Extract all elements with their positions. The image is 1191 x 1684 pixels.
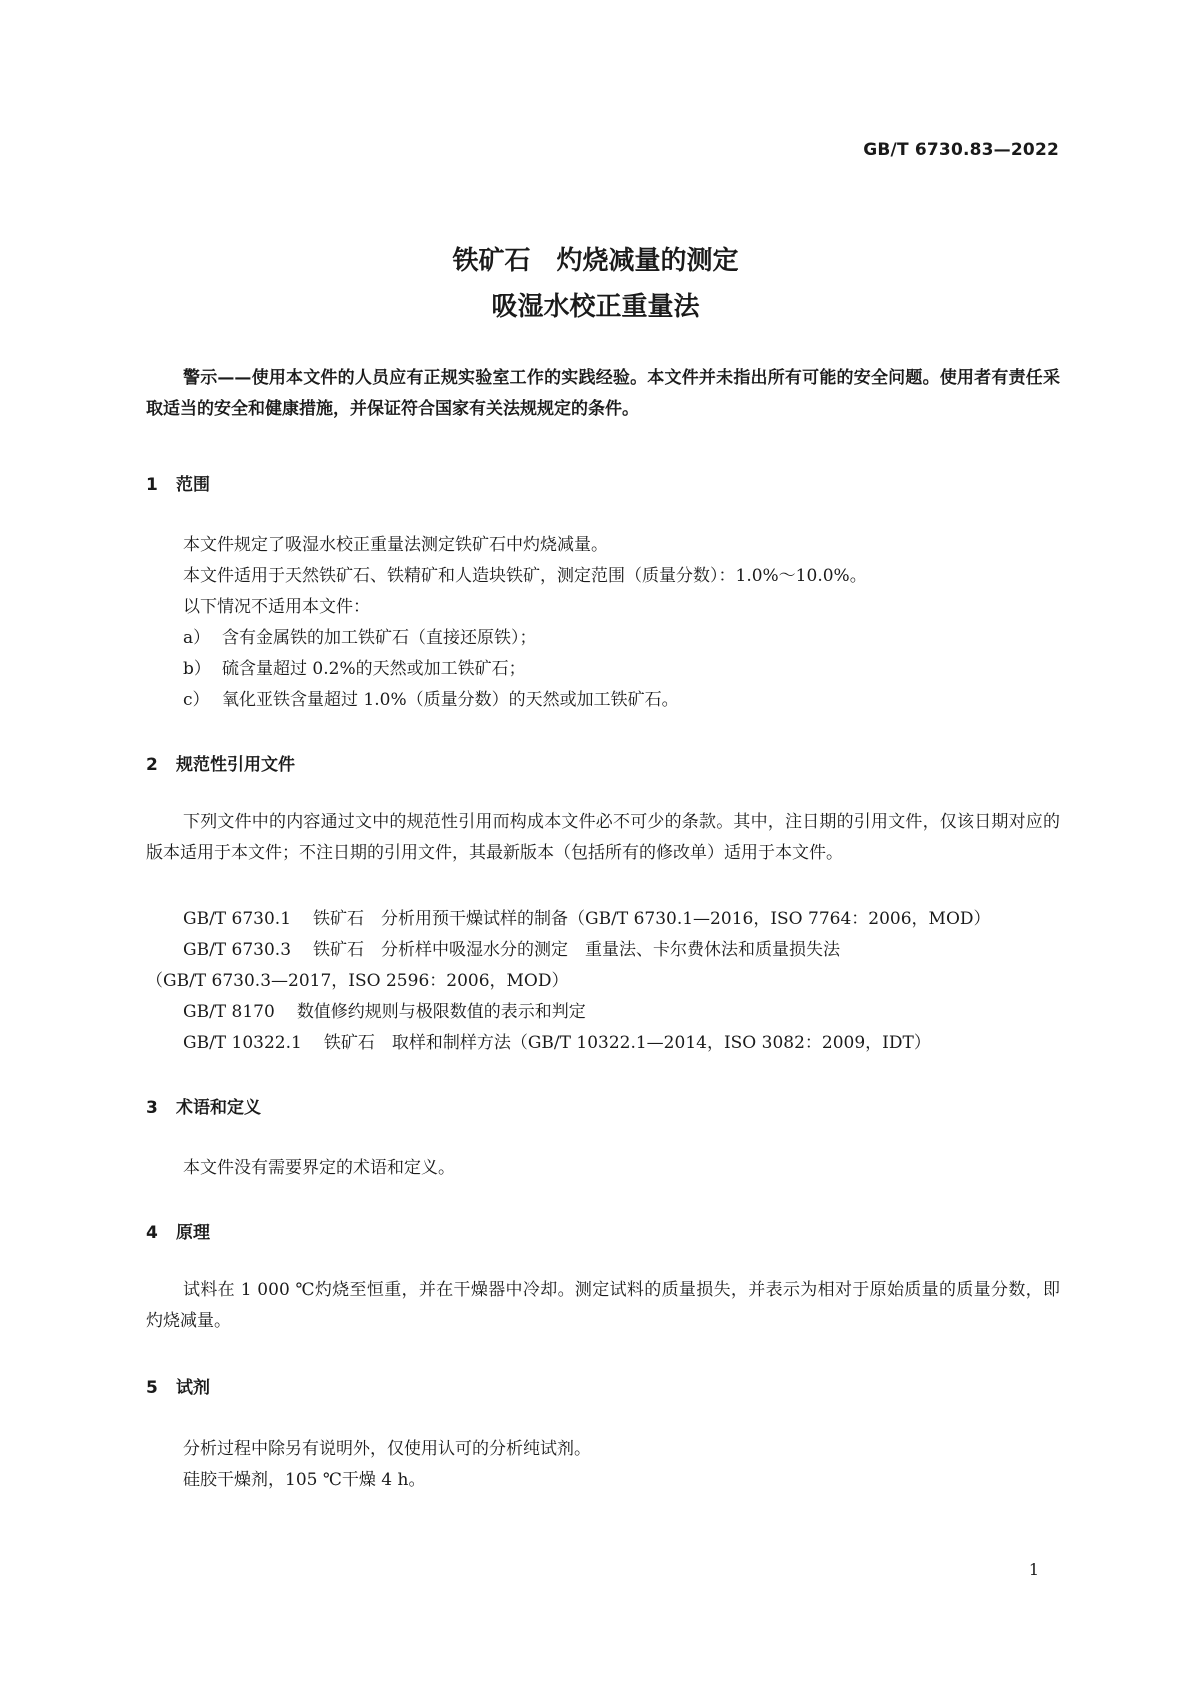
list-marker: c） [183, 690, 210, 710]
section-number: 2 [146, 755, 158, 775]
list-text: 含有金属铁的加工铁矿石（直接还原铁）； [222, 628, 537, 648]
section-number: 4 [146, 1223, 158, 1243]
list-marker: b） [183, 659, 211, 679]
section-number: 1 [146, 475, 158, 495]
section-title: 术语和定义 [176, 1098, 261, 1118]
section3-paragraph1: 本文件没有需要界定的术语和定义。 [183, 1158, 455, 1178]
section5-paragraph2: 硅胶干燥剂，105 ℃干燥 4 h。 [183, 1470, 426, 1490]
section3-heading [146, 1093, 261, 1118]
section1-paragraph1: 本文件规定了吸湿水校正重量法测定铁矿石中灼烧减量。 [183, 535, 608, 555]
document-title-line2: 吸湿水校正重量法 [491, 292, 700, 322]
page-number: 1 [1028, 1560, 1039, 1579]
section1-paragraph3: 以下情况不适用本文件： [183, 597, 370, 617]
reference-item [183, 935, 840, 960]
section-title: 试剂 [176, 1378, 210, 1398]
reference-item [183, 997, 586, 1022]
reference-code: GB/T 6730.3 [183, 940, 292, 960]
section4-heading [146, 1218, 210, 1243]
reference-code: GB/T 8170 [183, 1002, 275, 1022]
section1-heading [146, 470, 210, 495]
reference-continuation: （GB/T 6730.3—2017，ISO 2596：2006，MOD） [146, 971, 569, 991]
section2-intro: 下列文件中的内容通过文中的规范性引用而构成本文件必不可少的条款。其中，注日期的引用文件，仅该日期对应的版本适用于本文件；不注日期的引用文件，其最新版本（包括所有的修改单）适用于本文件。 [146, 812, 1060, 863]
reference-item [183, 904, 991, 929]
reference-name: 铁矿石 分析用预干燥试样的制备（GB/T 6730.1—2016，ISO 7764：2006，MOD） [313, 909, 991, 929]
section5-heading [146, 1373, 210, 1398]
reference-name: 数值修约规则与极限数值的表示和判定 [296, 1002, 586, 1022]
list-item [183, 654, 526, 679]
list-text: 氧化亚铁含量超过 1.0%（质量分数）的天然或加工铁矿石。 [222, 690, 679, 710]
reference-code: GB/T 10322.1 [183, 1033, 302, 1053]
list-item [183, 685, 679, 710]
document-title-line1: 铁矿石 灼烧减量的测定 [452, 246, 739, 276]
list-text: 硫含量超过 0.2%的天然或加工铁矿石； [222, 659, 526, 679]
section2-heading [146, 750, 295, 775]
section-number: 3 [146, 1098, 158, 1118]
reference-name: 铁矿石 分析样中吸湿水分的测定 重量法、卡尔费休法和质量损失法 [313, 940, 841, 960]
standard-code: GB/T 6730.83—2022 [863, 140, 1059, 160]
section-title: 原理 [176, 1223, 210, 1243]
section5-paragraph1: 分析过程中除另有说明外，仅使用认可的分析纯试剂。 [183, 1439, 591, 1459]
warning-paragraph: 警示——使用本文件的人员应有正规实验室工作的实践经验。本文件并未指出所有可能的安全问题。使用者有责任采取适当的安全和健康措施，并保证符合国家有关法规规定的条件。 [146, 368, 1060, 419]
reference-name: 铁矿石 取样和制样方法（GB/T 10322.1—2014，ISO 3082：2009，IDT） [323, 1033, 931, 1053]
list-item [183, 623, 537, 648]
section1-paragraph2: 本文件适用于天然铁矿石、铁精矿和人造块铁矿，测定范围（质量分数）：1.0%～10.0%。 [183, 566, 867, 586]
reference-item [183, 1028, 931, 1053]
section-title: 规范性引用文件 [176, 755, 295, 775]
reference-code: GB/T 6730.1 [183, 909, 292, 929]
section-title: 范围 [176, 475, 210, 495]
list-marker: a） [183, 628, 211, 648]
section4-paragraph1: 试料在 1 000 ℃灼烧至恒重，并在干燥器中冷却。测定试料的质量损失，并表示为相对于原始质量的质量分数，即灼烧减量。 [146, 1280, 1060, 1331]
section-number: 5 [146, 1378, 158, 1398]
